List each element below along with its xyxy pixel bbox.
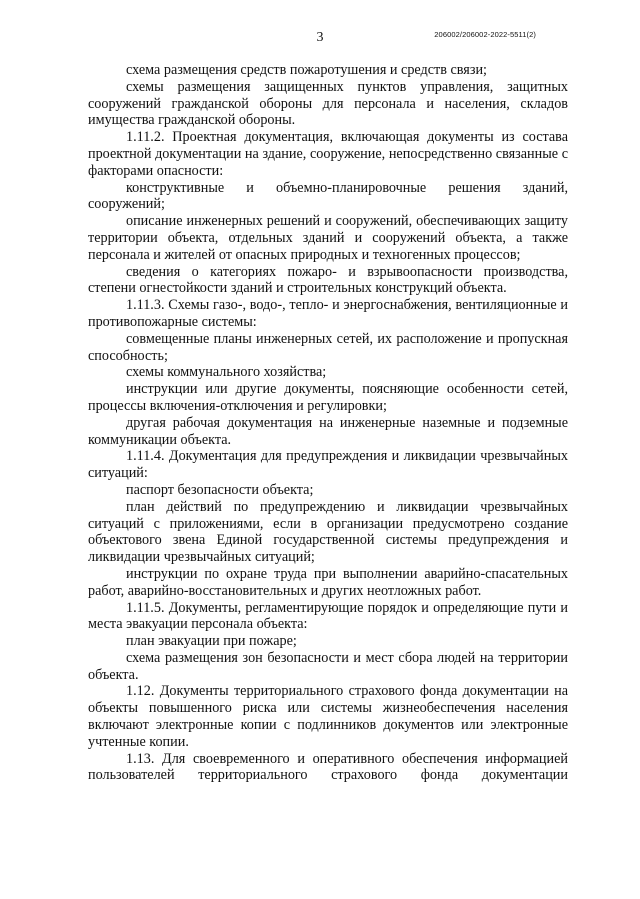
paragraph: схема размещения зон безопасности и мест сбора людей на территории объекта. [88,649,568,683]
paragraph: паспорт безопасности объекта; [126,481,314,498]
paragraph: 1.11.3. Схемы газо-, водо-, тепло- и энергоснабжения, вентиляционные и противопожарные системы: [88,297,568,330]
paragraph: схемы размещения защищенных пунктов управления, защитных сооружений гражданской обороны для персонала и населения, складов имущества гражданской обороны. [88,78,568,129]
paragraph: 1.11.2. Проектная документация, включающая документы из состава проектной документации на здание, сооружение, непосредственно связанные с факторами опасности: [88,129,568,179]
document-id: 206002/206002-2022-5511(2) [434,30,536,39]
paragraph: сведения о категориях пожаро- и взрывоопасности производства, степени огнестойкости зданий и строительных конструкций объекта. [88,263,568,297]
paragraph: инструкции или другие документы, поясняющие особенности сетей, процессы включения-отключения и регулировки; [88,381,568,414]
page-number: 3 [316,30,324,45]
paragraph: описание инженерных решений и сооружений, обеспечивающих защиту территории объекта, отдельных зданий и сооружений объекта, а также персонала и жителей от опасных природных и техногенных процессов; [88,213,568,263]
paragraph: план эвакуации при пожаре; [126,633,297,650]
paragraph: план действий по предупреждению и ликвидации чрезвычайных ситуаций с приложениями, если в организации предусмотрено создание объектового звена Единой государственной системы предупреждения и ликвидации чрезвычайных ситуаций; [88,498,568,566]
paragraph: схема размещения средств пожаротушения и средств связи; [126,62,487,78]
paragraph: конструктивные и объемно-планировочные решения зданий, сооружений; [88,179,568,213]
paragraph: 1.12. Документы территориального страхового фонда документации на объекты повышенного риска или системы жизнеобеспечения населения включают электронные копии с подлинников документов или электронные учтенные копии. [88,683,568,750]
paragraph: 1.11.4. Документация для предупреждения и ликвидации чрезвычайных ситуаций: [88,448,568,482]
paragraph: 1.13. Для своевременного и оперативного обеспечения информацией пользователей территориального страхового фонда документации [88,750,568,784]
paragraph: схемы коммунального хозяйства; [126,364,327,381]
paragraph: 1.11.5. Документы, регламентирующие порядок и определяющие пути и места эвакуации персонала объекта: [88,599,568,633]
document-body [88,62,568,784]
paragraph: инструкции по охране труда при выполнении аварийно-спасательных работ, аварийно-восстановительных и других неотложных работ. [88,565,568,599]
paragraph: совмещенные планы инженерных сетей, их расположение и пропускная способность; [88,330,568,364]
paragraph: другая рабочая документация на инженерные наземные и подземные коммуникации объекта. [88,414,568,448]
